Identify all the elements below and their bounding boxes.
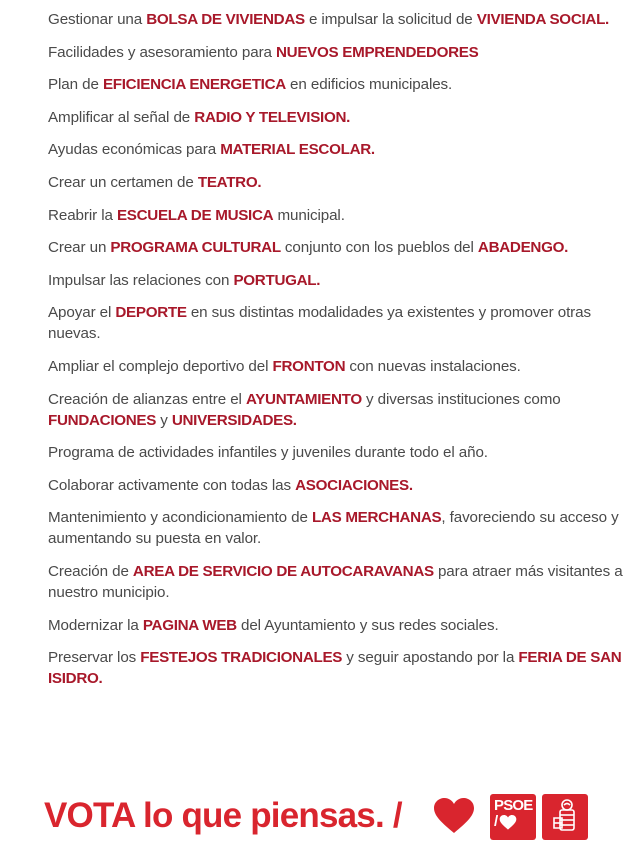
body-text: Programa de actividades infantiles y juveniles durante todo el año. [48, 444, 488, 462]
body-text: del Ayuntamiento y sus redes sociales. [236, 616, 499, 634]
proposal-item [48, 302, 623, 344]
proposal-list [48, 9, 623, 701]
body-text: Amplificar al señal de [48, 108, 195, 126]
body-text: Preservar los [48, 649, 141, 667]
proposal-item [48, 507, 623, 549]
body-text: en edificios municipales. [285, 76, 453, 94]
highlight-text: AYUNTAMIENTO [245, 390, 362, 408]
highlight-text: FRONTON [272, 357, 346, 375]
highlight-text: PORTUGAL. [233, 271, 321, 289]
proposal-item [48, 9, 623, 30]
heart-icon [434, 798, 474, 834]
highlight-text: ASOCIACIONES. [295, 476, 413, 494]
body-text: y seguir apostando por la [342, 649, 519, 667]
psoe-logo [490, 794, 536, 840]
highlight-text: FUNDACIONES [48, 411, 157, 429]
psoe-logo-text: PSOE [494, 797, 533, 814]
body-text: Plan de [48, 76, 103, 94]
highlight-text: EFICIENCIA ENERGETICA [102, 76, 286, 94]
highlight-text: ABADENGO. [477, 239, 569, 257]
highlight-text: FERIA DE SAN ISIDRO. [48, 649, 622, 688]
proposal-item [48, 139, 623, 160]
body-text: Crear un certamen de [48, 173, 198, 191]
highlight-text: AREA DE SERVICIO DE AUTOCARAVANAS [132, 562, 434, 580]
proposal-item [48, 42, 623, 63]
body-text: Impulsar las relaciones con [48, 271, 234, 289]
body-text: , favoreciendo su acceso y aumentando su puesta en valor. [48, 509, 619, 548]
body-text: y diversas instituciones como [361, 390, 561, 408]
body-text: Reabrir la [48, 206, 117, 224]
body-text: Apoyar el [48, 304, 116, 322]
highlight-text: ESCUELA DE MUSICA [116, 206, 274, 224]
fist-rose-logo [542, 794, 588, 840]
slogan: VOTA lo que piensas. / [44, 796, 402, 835]
psoe-logo-slash: / [494, 813, 498, 830]
body-text: para atraer más visitantes a nuestro municipio. [48, 562, 623, 601]
body-text: con nuevas instalaciones. [345, 357, 521, 375]
body-text: Mantenimiento y acondicionamiento de [48, 509, 312, 527]
body-text: Creación de alianzas entre el [48, 390, 246, 408]
proposal-item [48, 107, 623, 128]
highlight-text: PROGRAMA CULTURAL [110, 239, 281, 257]
proposal-item [48, 561, 623, 603]
body-text: Gestionar una [48, 11, 147, 28]
fist-rose-icon [542, 794, 588, 840]
proposal-item [48, 389, 623, 431]
proposal-item [48, 74, 623, 95]
highlight-text: UNIVERSIDADES. [171, 411, 297, 429]
body-text: Crear un [48, 239, 111, 257]
body-text: Colaborar activamente con todas las [48, 476, 296, 494]
highlight-text: PAGINA WEB [142, 616, 237, 634]
highlight-text: BOLSA DE VIVIENDAS [146, 11, 305, 28]
body-text: Ayudas económicas para [48, 141, 221, 159]
highlight-text: MATERIAL ESCOLAR. [220, 141, 375, 159]
highlight-text: TEATRO. [197, 173, 262, 191]
proposal-item [48, 615, 623, 636]
proposal-item [48, 172, 623, 193]
body-text: Modernizar la [48, 616, 143, 634]
proposal-item [48, 270, 623, 291]
body-text: Creación de [48, 562, 133, 580]
body-text: Ampliar el complejo deportivo del [48, 357, 273, 375]
highlight-text: DEPORTE [115, 304, 187, 322]
highlight-text: LAS MERCHANAS [311, 509, 442, 527]
body-text: municipal. [273, 206, 345, 224]
body-text: Facilidades y asesoramiento para [48, 43, 277, 61]
highlight-text: FESTEJOS TRADICIONALES [140, 649, 343, 667]
highlight-text: NUEVOS EMPRENDEDORES [276, 43, 479, 61]
proposal-item [48, 442, 623, 463]
proposal-item [48, 237, 623, 258]
proposal-item [48, 205, 623, 226]
heart-icon [499, 815, 517, 830]
highlight-text: VIVIENDA SOCIAL. [476, 11, 609, 28]
footer-banner [44, 792, 604, 844]
body-text: conjunto con los pueblos del [280, 239, 478, 257]
body-text: y [156, 411, 172, 429]
proposal-item [48, 475, 623, 496]
body-text: e impulsar la solicitud de [304, 11, 477, 28]
highlight-text: RADIO Y TELEVISION. [194, 108, 351, 126]
proposal-item [48, 647, 623, 689]
proposal-item [48, 356, 623, 377]
body-text: en sus distintas modalidades ya existentes y promover otras nuevas. [48, 304, 591, 343]
